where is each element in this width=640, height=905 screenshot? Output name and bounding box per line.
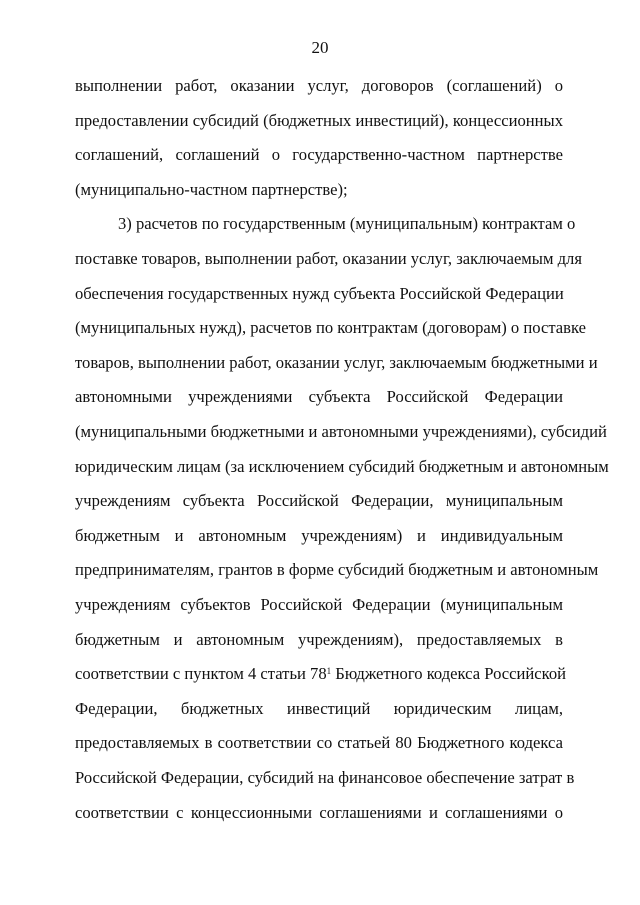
text-line: предоставлении субсидий (бюджетных инвестиций), концессионных xyxy=(75,110,563,130)
text-line: бюджетным и автономным учреждениям), предоставляемых в xyxy=(75,629,563,649)
text-line: бюджетным и автономным учреждениям) и индивидуальным xyxy=(75,525,563,545)
text-line: выполнении работ, оказании услуг, договоров (соглашений) о xyxy=(75,76,563,95)
text-line: Федерации, бюджетных инвестиций юридическим лицам, xyxy=(75,698,563,718)
text-line: соглашений, соглашений о государственно-частном партнерстве xyxy=(75,145,563,165)
text-line: предоставляемых в соответствии со статьей 80 Бюджетного кодекса xyxy=(75,733,563,753)
text-line: предпринимателям, грантов в форме субсидий бюджетным и автономным xyxy=(75,560,599,580)
text-line: (муниципальными бюджетными и автономными учреждениями), субсидий xyxy=(75,422,607,441)
text-line: товаров, выполнении работ, оказании услуг, заключаемым бюджетными и xyxy=(75,352,598,372)
text-line: Российской Федерации, субсидий на финансовое обеспечение затрат в xyxy=(75,768,575,787)
footnote-superscript: 1 xyxy=(326,666,332,677)
text-line: (муниципальных нужд), расчетов по контрактам (договорам) о поставке xyxy=(75,318,586,338)
text-line: автономными учреждениями субъекта Российской Федерации xyxy=(75,387,563,407)
text-line: 3) расчетов по государственным (муниципальным) контрактам о xyxy=(118,214,576,234)
text-line: обеспечения государственных нужд субъекта Российской Федерации xyxy=(75,283,564,303)
text-line: соответствии с пунктом 4 статьи $78^1$ Бюджетного кодекса Российской xyxy=(75,664,567,684)
text-line: юридическим лицам (за исключением субсидий бюджетным и автономным xyxy=(75,456,609,476)
text-line: соответствии с концессионными соглашениями и соглашениями о xyxy=(75,802,563,822)
text-line: (муниципально-частном партнерстве); xyxy=(75,179,348,199)
text-line: поставке товаров, выполнении работ, оказании услуг, заключаемым для xyxy=(75,249,582,268)
text-line: учреждениям субъекта Российской Федерации, муниципальным xyxy=(75,491,563,511)
text-line: учреждениям субъектов Российской Федерации (муниципальным xyxy=(75,595,563,614)
page-number: 20 xyxy=(311,38,329,57)
